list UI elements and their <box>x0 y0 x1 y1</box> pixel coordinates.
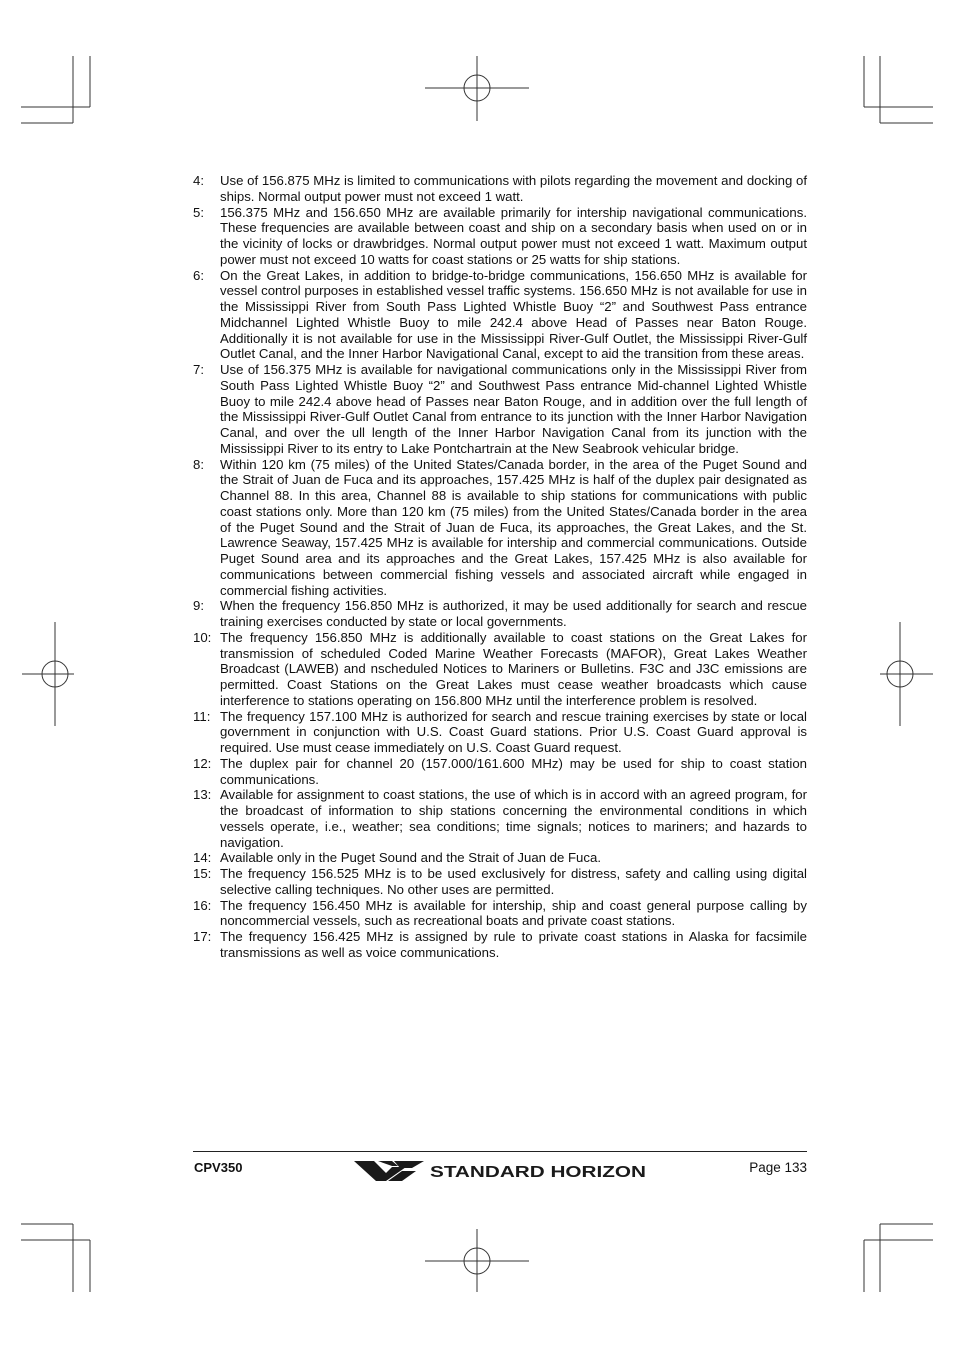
registration-target-left <box>22 622 74 726</box>
footnote-text: When the frequency 156.850 MHz is authorized, it may be used additionally for search and rescue training exercises conducted by state or local governments. <box>220 598 807 629</box>
footnote-number: 8: <box>193 456 204 472</box>
footnote-number: 11: <box>193 708 211 724</box>
registration-target-top <box>425 56 529 121</box>
footnote-number: 13: <box>193 787 212 803</box>
footnote-number: 4: <box>193 173 204 188</box>
footnotes-list <box>193 173 807 961</box>
footnote-text: The frequency 156.425 MHz is assigned by rule to private coast stations in Alaska for facsimile transmissions as well as voice communications. <box>220 929 807 960</box>
wave-logo-icon <box>354 1161 424 1181</box>
registration-target-right <box>880 622 933 726</box>
footnote-number: 12: <box>193 755 212 771</box>
brand-wordmark: STANDARD HORIZON <box>430 1164 646 1181</box>
footnote-number: 16: <box>193 897 212 913</box>
footnote-number: 5: <box>193 204 204 220</box>
footnote-item <box>193 756 807 788</box>
registration-target-bottom <box>425 1229 529 1292</box>
standard-horizon-logo <box>352 1159 652 1183</box>
footnote-item <box>193 709 807 756</box>
footnote-number: 9: <box>193 598 204 614</box>
footnote-text: Use of 156.875 MHz is limited to communications with pilots regarding the movement and docking of ships. Normal output power must not exceed 1 watt. <box>220 173 807 204</box>
footnote-number: 10: <box>193 629 212 645</box>
footnote-number: 6: <box>193 267 204 283</box>
footnote-item <box>193 850 807 866</box>
footnote-text: The frequency 156.850 MHz is additionally available to coast stations on the Great Lakes for transmission of scheduled Coded Marine Weather Forecasts (MAFOR), Great Lakes Weather Broadcast (LAWEB) and nscheduled Notices to Mariners or Bulletins. F3C and J3C emissions are permitted. Coast Stations on the Great Lakes must cease weather broadcasts which cause interference to stations operating on 156.800 MHz until the interference problem is resolved. <box>220 629 807 708</box>
footnote-number: 14: <box>193 850 212 866</box>
footnote-item <box>193 787 807 850</box>
footnote-text: 156.375 MHz and 156.650 MHz are available primarily for intership navigational communications. These frequencies are available between coast and ship on a secondary basis when used on or in the vicinity of locks or drawbridges. Normal output power must not exceed 1 watt. Maximum output power must not exceed 10 watts for coast stations or 25 watts for ship stations. <box>220 204 807 267</box>
footnote-item <box>193 173 807 205</box>
footer-rule <box>193 1151 807 1152</box>
model-name: CPV350 <box>194 1160 243 1175</box>
page-number: Page 133 <box>749 1160 807 1175</box>
footnote-text: Available only in the Puget Sound and the Strait of Juan de Fuca. <box>220 850 601 866</box>
footnote-number: 15: <box>193 866 212 881</box>
footnote-number: 17: <box>193 929 212 944</box>
footnote-text: On the Great Lakes, in addition to bridge-to-bridge communications, 156.650 MHz is available for vessel control purposes in established vessel traffic systems. 156.650 MHz is not available for use in the Mississippi River from South Pass Lighted Whistle Buoy “2” and Southwest Pass entrance Midchannel Lighted Whistle Buoy to mile 242.4 above Head of Passes near Baton Rouge. Additionally it is not available for use in the Mississippi River-Gulf Outlet, the Mississippi River-Gulf Outlet Canal, and the Inner Harbor Navigational Canal, except to aid the transition from these areas. <box>220 267 807 362</box>
footnote-item <box>193 268 807 363</box>
footnote-text: Use of 156.375 MHz is available for navigational communications only in the Mississippi River from South Pass Lighted Whistle Buoy “2” and Southwest Pass entrance Mid-channel Lighted Whistle Buoy to mile 242.4 above head of Passes near Baton Rouge, and in addition over the full length of the Mississippi River-Gulf Outlet Canal from entrance to its junction with the Inner Harbor Navigation Canal, and over the ull length of the Inner Harbor Navigation Canal from its junction with the Mississippi River to its entry to Lake Pontchartrain at the New Seabrook vehicular bridge. <box>220 362 807 456</box>
footnote-text: The frequency 157.100 MHz is authorized for search and rescue training exercises by state or local government in conjunction with U.S. Coast Guard stations. Prior U.S. Coast Guard approval is required. Use must cease immediately on U.S. Coast Guard request. <box>220 708 807 755</box>
footnote-item <box>193 598 807 630</box>
footnote-item <box>193 898 807 930</box>
footnote-text: The frequency 156.450 MHz is available for intership, ship and coast general purpose calling by noncommercial vessels, such as recreational boats and private coast stations. <box>220 897 807 929</box>
footnote-item <box>193 929 807 961</box>
footnote-item <box>193 866 807 898</box>
footnote-text: The frequency 156.525 MHz is to be used exclusively for distress, safety and calling using digital selective calling techniques. No other uses are permitted. <box>220 866 807 897</box>
footnote-text: Available for assignment to coast stations, the use of which is in accord with an agreed program, for the broadcast of information to ship stations concerning the environmental conditions in which vessels operate, i.e., weather; sea conditions; time signals; notices to mariners; and hazards to navigation. <box>220 787 807 850</box>
footnote-number: 7: <box>193 362 204 377</box>
footnote-item <box>193 362 807 457</box>
footnote-item <box>193 205 807 268</box>
footnote-item <box>193 457 807 599</box>
footnote-text: The duplex pair for channel 20 (157.000/161.600 MHz) may be used for ship to coast station communications. <box>220 755 807 787</box>
footnote-item <box>193 630 807 709</box>
footnote-text: Within 120 km (75 miles) of the United States/Canada border, in the area of the Puget Sound and the Strait of Juan de Fuca and its approaches, 157.425 MHz is half of the duplex pair designated as Channel 88. In this area, Channel 88 is available to ship stations for communications with public coast stations only. More than 120 km (75 miles) from the United States/Canada border in the area of the Puget Sound and the Strait of Juan de Fuca, its approaches, the Great Lakes, and the St. Lawrence Seaway, 157.425 MHz is available for intership and commercial communications. Outside Puget Sound area and its approaches and the Great Lakes, 157.425 MHz is also available for communications between commercial fishing vessels and associated aircraft while engaged in commercial fishing activities. <box>220 456 807 598</box>
